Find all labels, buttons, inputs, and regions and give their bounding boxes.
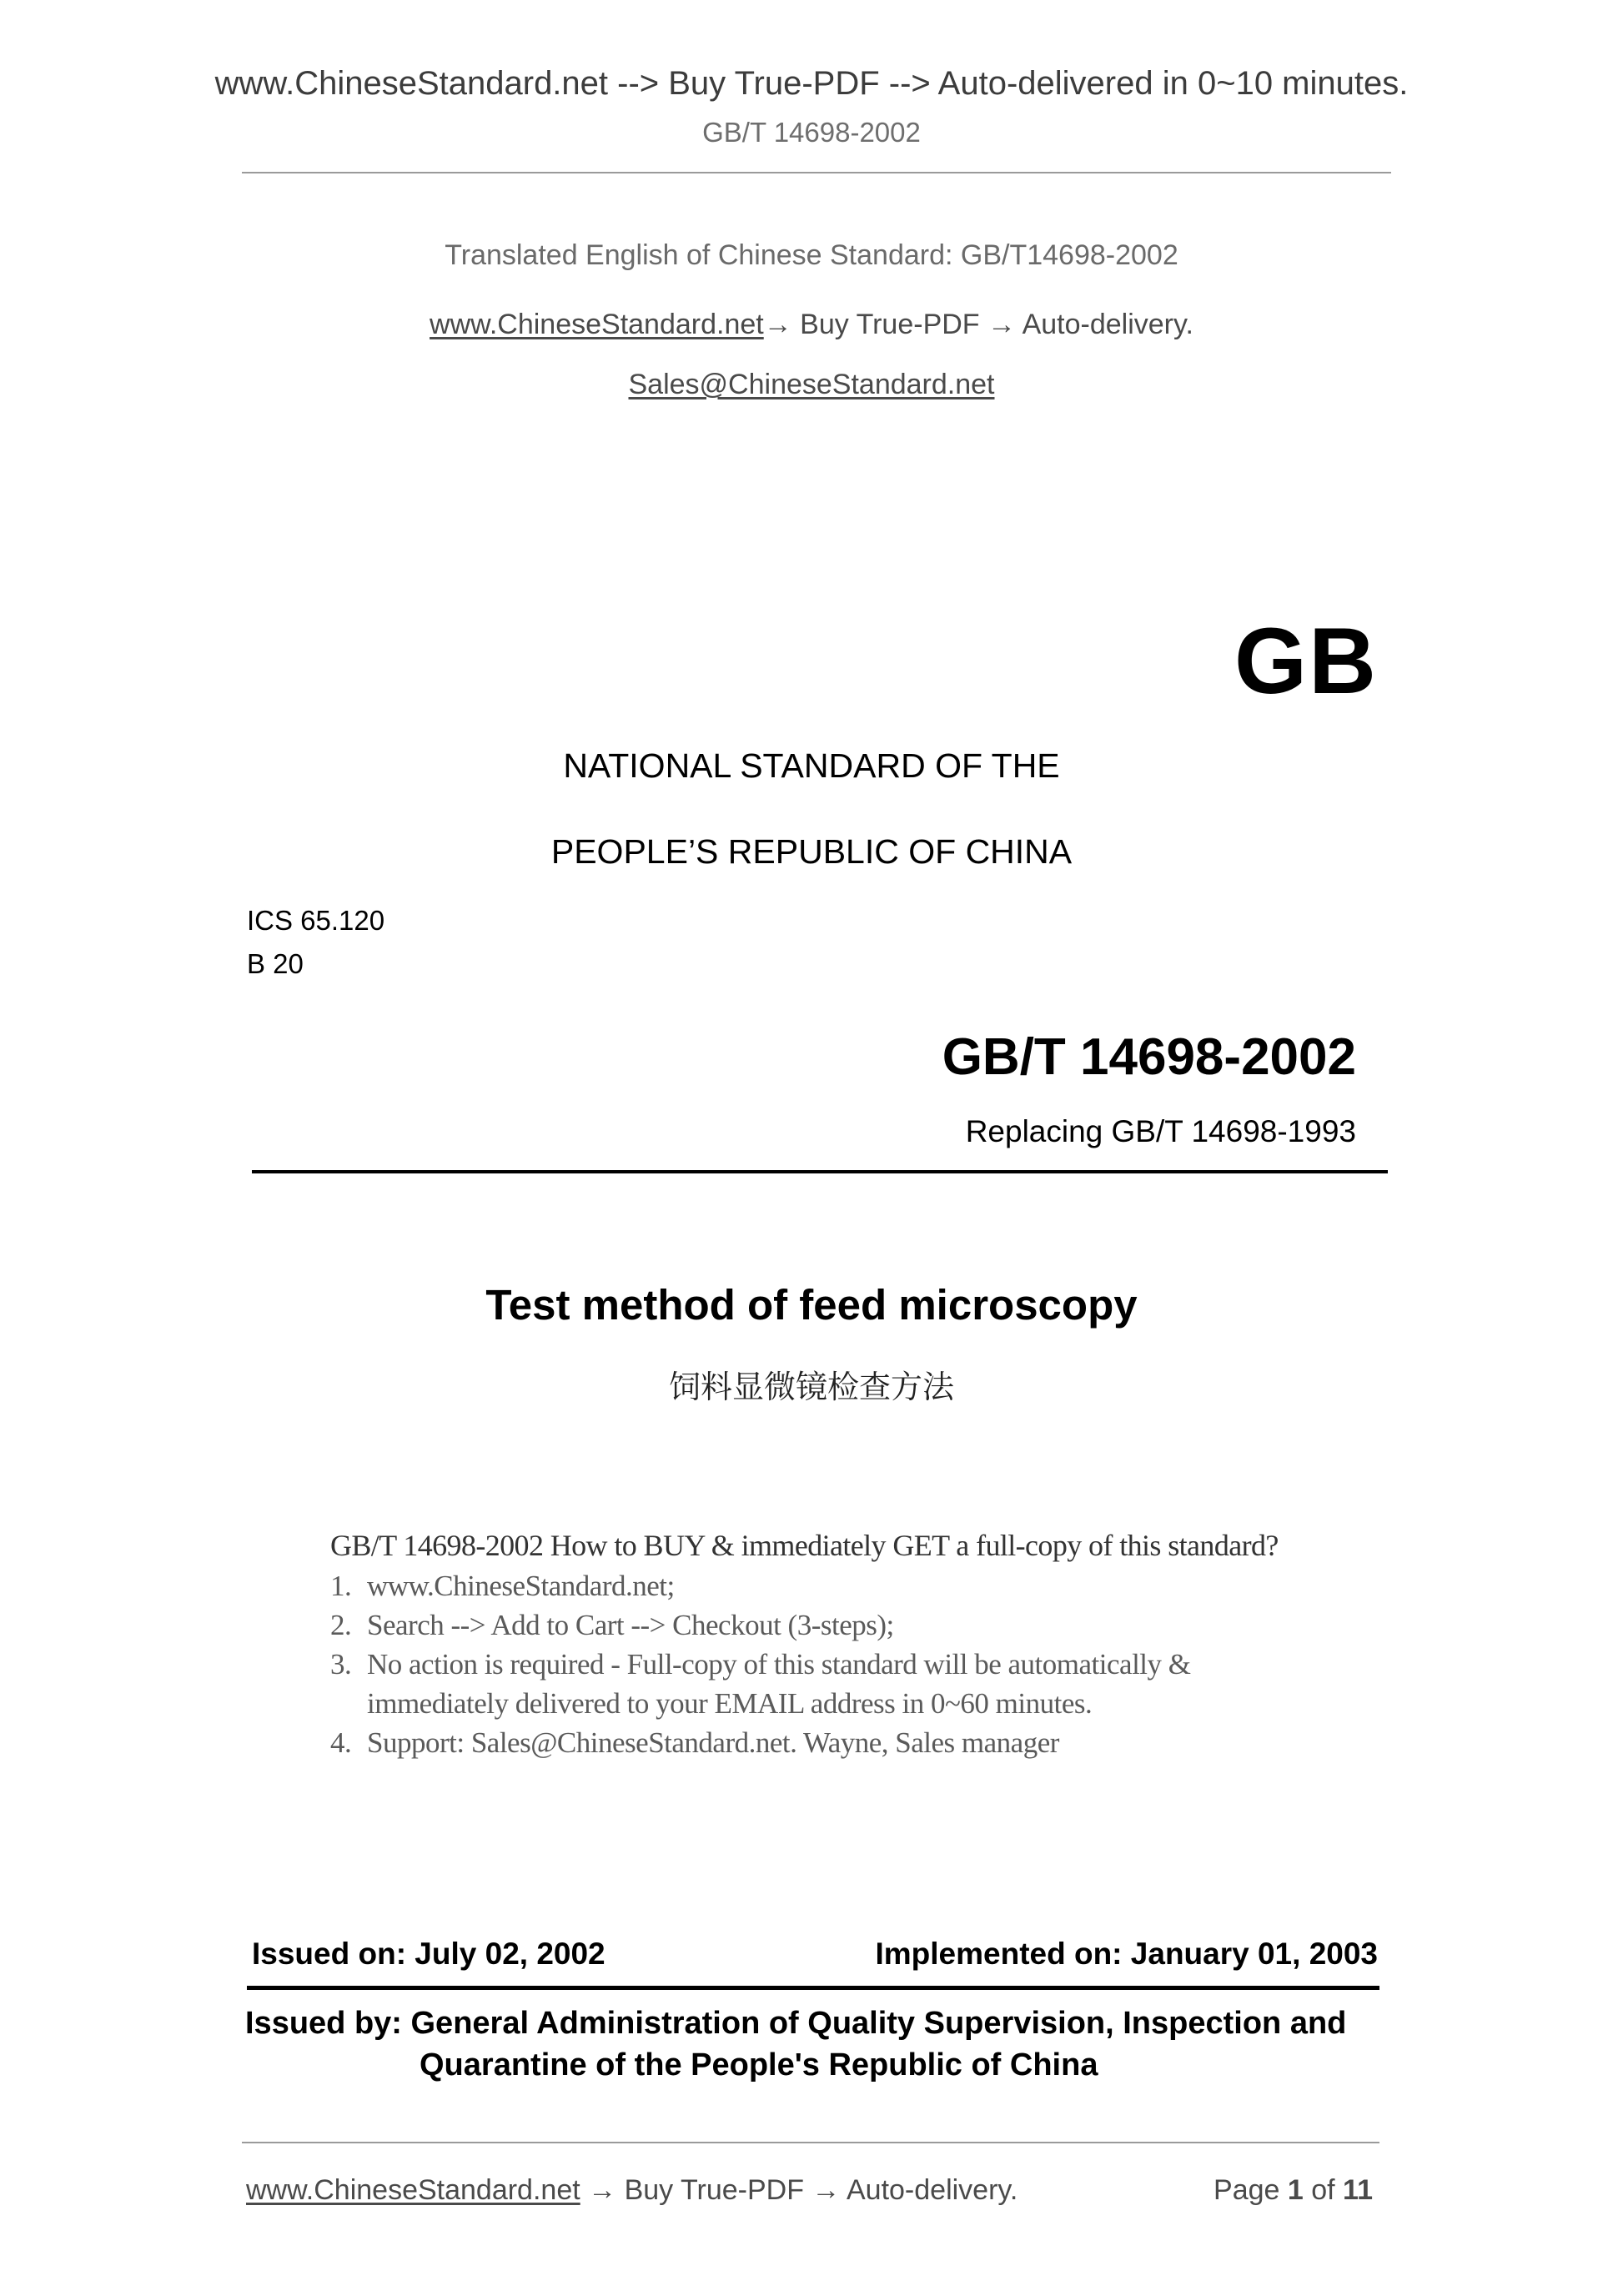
ics-code: ICS 65.120 [247, 905, 385, 936]
title-english: Test method of feed microscopy [485, 1281, 1138, 1329]
page-label: Page [1213, 2174, 1288, 2206]
issued-by-line1: Issued by: General Administration of Quality Supervision, Inspection and [245, 2006, 1347, 2041]
footer-site-link[interactable]: www.ChineseStandard.net [246, 2174, 580, 2206]
translated-line: Translated English of Chinese Standard: GB/T14698-2002 [445, 239, 1178, 271]
list-item-number: 4. [330, 1726, 352, 1759]
page-current: 1 [1287, 2174, 1304, 2206]
header-divider [242, 172, 1391, 173]
email-line [0, 369, 1623, 401]
list-item-text: www.ChineseStandard.net; [367, 1570, 675, 1602]
national-standard-line1: NATIONAL STANDARD OF THE [563, 746, 1060, 785]
issued-on-date: Issued on: July 02, 2002 [252, 1937, 605, 1971]
page-number [1213, 2174, 1373, 2207]
issued-by-line2: Quarantine of the People's Republic of China [420, 2047, 1098, 2082]
dates-divider [247, 1986, 1379, 1990]
promo-text: → Buy True-PDF → Auto-delivery. [763, 309, 1193, 340]
page-of: of [1303, 2174, 1344, 2206]
footer-promo-text: → Buy True-PDF → Auto-delivery. [580, 2174, 1018, 2206]
footer-divider [242, 2142, 1379, 2143]
intro-promo-line [0, 309, 1623, 341]
how-to-buy-box [330, 1528, 1368, 1762]
email-link[interactable]: Sales@ChineseStandard.net [628, 369, 995, 400]
cover-divider [252, 1170, 1388, 1173]
list-item [330, 1645, 1368, 1723]
ccs-code: B 20 [247, 948, 304, 979]
how-to-buy-heading: GB/T 14698-2002 How to BUY & immediately GET a full-copy of this standard? [330, 1529, 1279, 1562]
gb-mark: GB [1234, 609, 1378, 713]
header-doc-code: GB/T 14698-2002 [702, 117, 921, 148]
replacing-line: Replacing GB/T 14698-1993 [965, 1114, 1356, 1148]
page-total: 11 [1343, 2174, 1373, 2206]
list-item-text: No action is required - Full-copy of this standard will be automatically & immediately delivered to your EMAIL address in 0~60 minutes. [367, 1648, 1191, 1720]
site-link[interactable]: www.ChineseStandard.net [430, 309, 764, 340]
title-chinese: 饲料显微镜检查方法 [668, 1369, 954, 1405]
standard-code: GB/T 14698-2002 [942, 1028, 1356, 1086]
list-item [330, 1723, 1368, 1762]
national-standard-line2: PEOPLE’S REPUBLIC OF CHINA [550, 832, 1073, 871]
footer-promo-line [246, 2174, 1018, 2207]
list-item-number: 2. [330, 1609, 352, 1641]
header-promo-line: www.ChineseStandard.net --> Buy True-PDF --> Auto-delivered in 0~10 minutes. [214, 65, 1409, 102]
list-item [330, 1605, 1368, 1645]
list-item-text: Support: Sales@ChineseStandard.net. Wayne, Sales manager [367, 1726, 1059, 1759]
implemented-on-date: Implemented on: January 01, 2003 [875, 1937, 1378, 1971]
list-item [330, 1566, 1368, 1605]
list-item-number: 3. [330, 1648, 352, 1681]
list-item-text: Search --> Add to Cart --> Checkout (3-steps); [367, 1609, 894, 1641]
list-item-number: 1. [330, 1570, 352, 1602]
